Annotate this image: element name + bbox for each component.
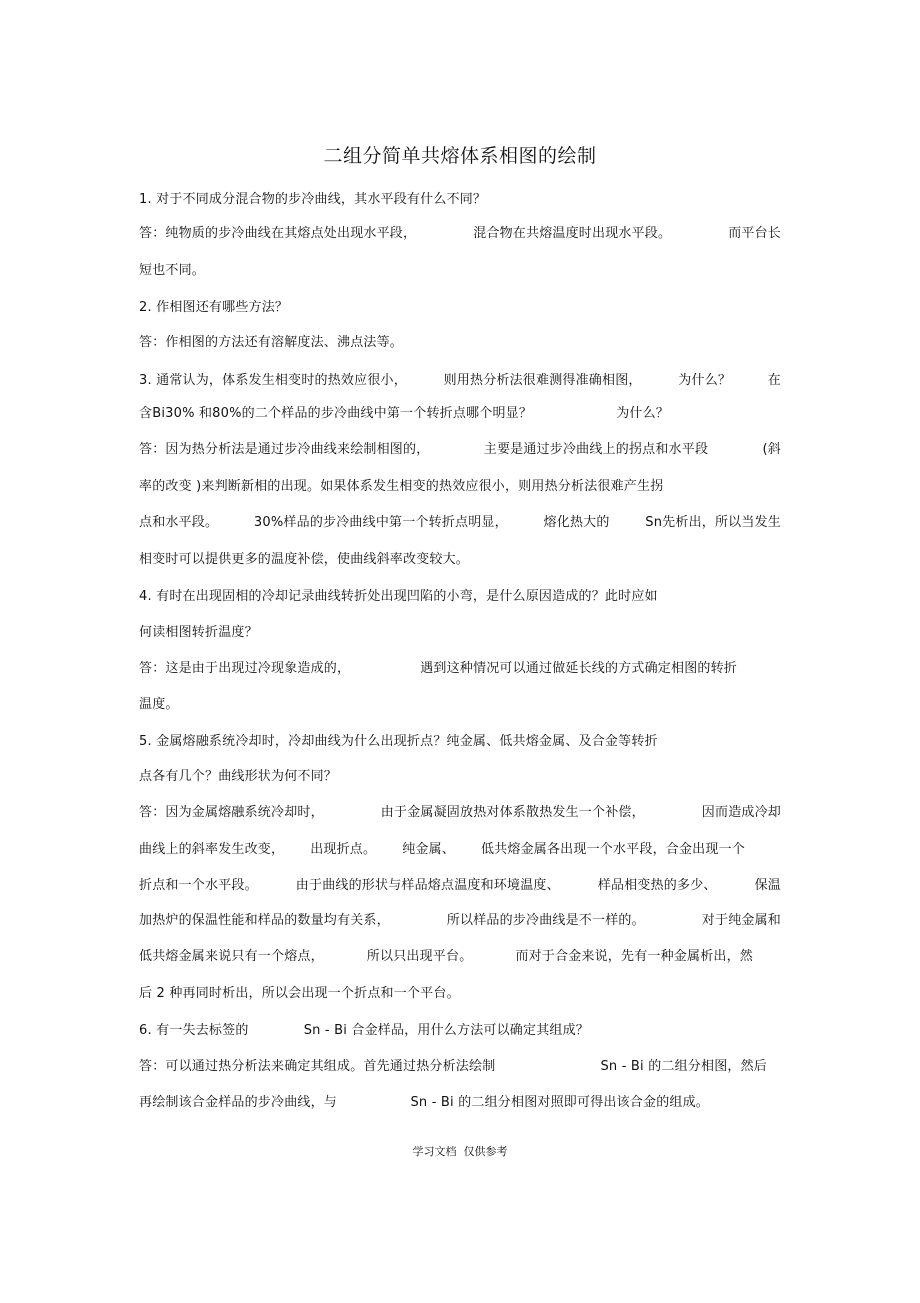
text-segment: 熔化热大的	[543, 515, 610, 530]
answer-5-line-5	[139, 948, 753, 966]
answer-6-line-2	[139, 1094, 709, 1112]
text-segment: 含Bi30% 和80%的二个样品的步冷曲线中第一个转折点哪个明显？	[139, 406, 533, 421]
text-segment: 所以只出现平台。	[366, 949, 473, 964]
text-segment: 由于金属凝固放热对体系散热发生一个补偿，	[380, 805, 645, 820]
text-segment: 而平台长	[728, 226, 781, 241]
text-segment: 为什么？	[616, 406, 669, 421]
text-segment: 在	[767, 373, 781, 388]
text-segment: 6. 有一失去标签的	[139, 1023, 249, 1038]
answer-3-line-2: 率的改变 )来判断新相的出现。如果体系发生相变的热效应很小，则用热分析法很难产生拐	[139, 479, 664, 494]
text-segment: 而对于合金来说，先有一种金属析出，然	[515, 949, 753, 964]
question-3-line-1	[139, 372, 781, 390]
answer-5-line-6: 后 2 种再同时析出，所以会出现一个折点和一个平台。	[139, 986, 460, 1001]
text-segment: 再绘制该合金样品的步冷曲线，与	[139, 1095, 338, 1110]
text-segment: 30%样品的步冷曲线中第一个转折点明显，	[253, 515, 508, 530]
question-5-line-2: 点各有几个？曲线形状为何不同？	[139, 769, 338, 784]
question-1: 1. 对于不同成分混合物的步冷曲线，其水平段有什么不同？	[139, 192, 487, 207]
question-5-line-1: 5. 金属熔融系统冷却时，冷却曲线为什么出现折点？纯金属、低共熔金属、及合金等转折	[139, 734, 658, 749]
text-segment: 曲线上的斜率发生改变，	[139, 842, 285, 857]
text-segment: 折点和一个水平段。	[139, 878, 258, 893]
text-segment: 对于纯金属和	[701, 913, 781, 928]
answer-5-line-2	[139, 841, 745, 859]
text-segment: 由于曲线的形状与样品熔点温度和环境温度、	[295, 878, 560, 893]
text-segment: 混合物在共熔温度时出现水平段。	[473, 226, 672, 241]
text-segment: 加热炉的保温性能和样品的数量均有关系，	[139, 913, 390, 928]
question-4-line-2: 何读相图转折温度？	[139, 625, 258, 640]
answer-2: 答：作相图的方法还有溶解度法、沸点法等。	[139, 335, 404, 350]
text-segment: 因而造成冷却	[701, 805, 781, 820]
answer-5-line-4	[139, 912, 781, 930]
text-segment: 答：这是由于出现过冷现象造成的，	[139, 661, 351, 676]
text-segment: 答：纯物质的步冷曲线在其熔点处出现水平段，	[139, 226, 417, 241]
answer-1-line-2: 短也不同。	[139, 263, 206, 278]
text-segment: 答：因为热分析法是通过步冷曲线来绘制相图的，	[139, 442, 430, 457]
text-segment: 样品相变热的多少、	[597, 878, 717, 893]
answer-4-line-2: 温度。	[139, 697, 179, 712]
question-3-line-2	[139, 405, 669, 423]
text-segment: (斜	[762, 442, 781, 457]
text-segment: 遇到这种情况可以通过做延长线的方式确定相图的转折	[420, 661, 737, 676]
answer-6-line-1	[139, 1058, 767, 1076]
text-segment: Sn先析出，所以当发生	[645, 515, 781, 530]
text-segment: 点和水平段。	[139, 515, 219, 530]
question-2: 2. 作相图还有哪些方法？	[139, 300, 289, 315]
text-segment: 纯金属、	[402, 842, 455, 857]
answer-4-line-1	[139, 660, 737, 678]
answer-5-line-3	[139, 877, 781, 895]
text-segment: Sn - Bi 的二组分相图，然后	[600, 1059, 767, 1074]
text-segment: Sn - Bi 合金样品，用什么方法可以确定其组成？	[303, 1023, 589, 1038]
text-segment: 答：可以通过热分析法来确定其组成。首先通过热分析法绘制	[139, 1059, 496, 1074]
answer-3-line-1	[139, 441, 781, 459]
answer-3-line-3	[139, 514, 781, 532]
text-segment: 保温	[754, 878, 781, 893]
text-segment: Sn - Bi 的二组分相图对照即可得出该合金的组成。	[410, 1095, 709, 1110]
answer-5-line-1	[139, 804, 781, 822]
text-segment: 则用热分析法很难测得准确相图，	[443, 373, 642, 388]
text-segment: 所以样品的步冷曲线是不一样的。	[446, 913, 645, 928]
question-4-line-1: 4. 有时在出现固相的冷却记录曲线转折处出现凹陷的小弯，是什么原因造成的？此时应如	[139, 589, 658, 604]
text-segment: 3. 通常认为，体系发生相变时的热效应很小，	[139, 373, 407, 388]
text-segment: 低共熔金属来说只有一个熔点，	[139, 949, 324, 964]
text-segment: 出现折点。	[310, 842, 377, 857]
question-6	[139, 1022, 589, 1040]
answer-3-line-4: 相变时可以提供更多的温度补偿，使曲线斜率改变较大。	[139, 552, 470, 567]
text-segment: 主要是通过步冷曲线上的拐点和水平段	[483, 442, 709, 457]
page-footer: 学习文档 仅供参考	[412, 1145, 508, 1158]
text-segment: 答：因为金属熔融系统冷却时，	[139, 805, 324, 820]
text-segment: 为什么？	[678, 373, 732, 388]
text-segment: 低共熔金属各出现一个水平段，合金出现一个	[480, 842, 745, 857]
page-title: 二组分简单共熔体系相图的绘制	[323, 145, 597, 167]
answer-1-line-1	[139, 225, 781, 243]
